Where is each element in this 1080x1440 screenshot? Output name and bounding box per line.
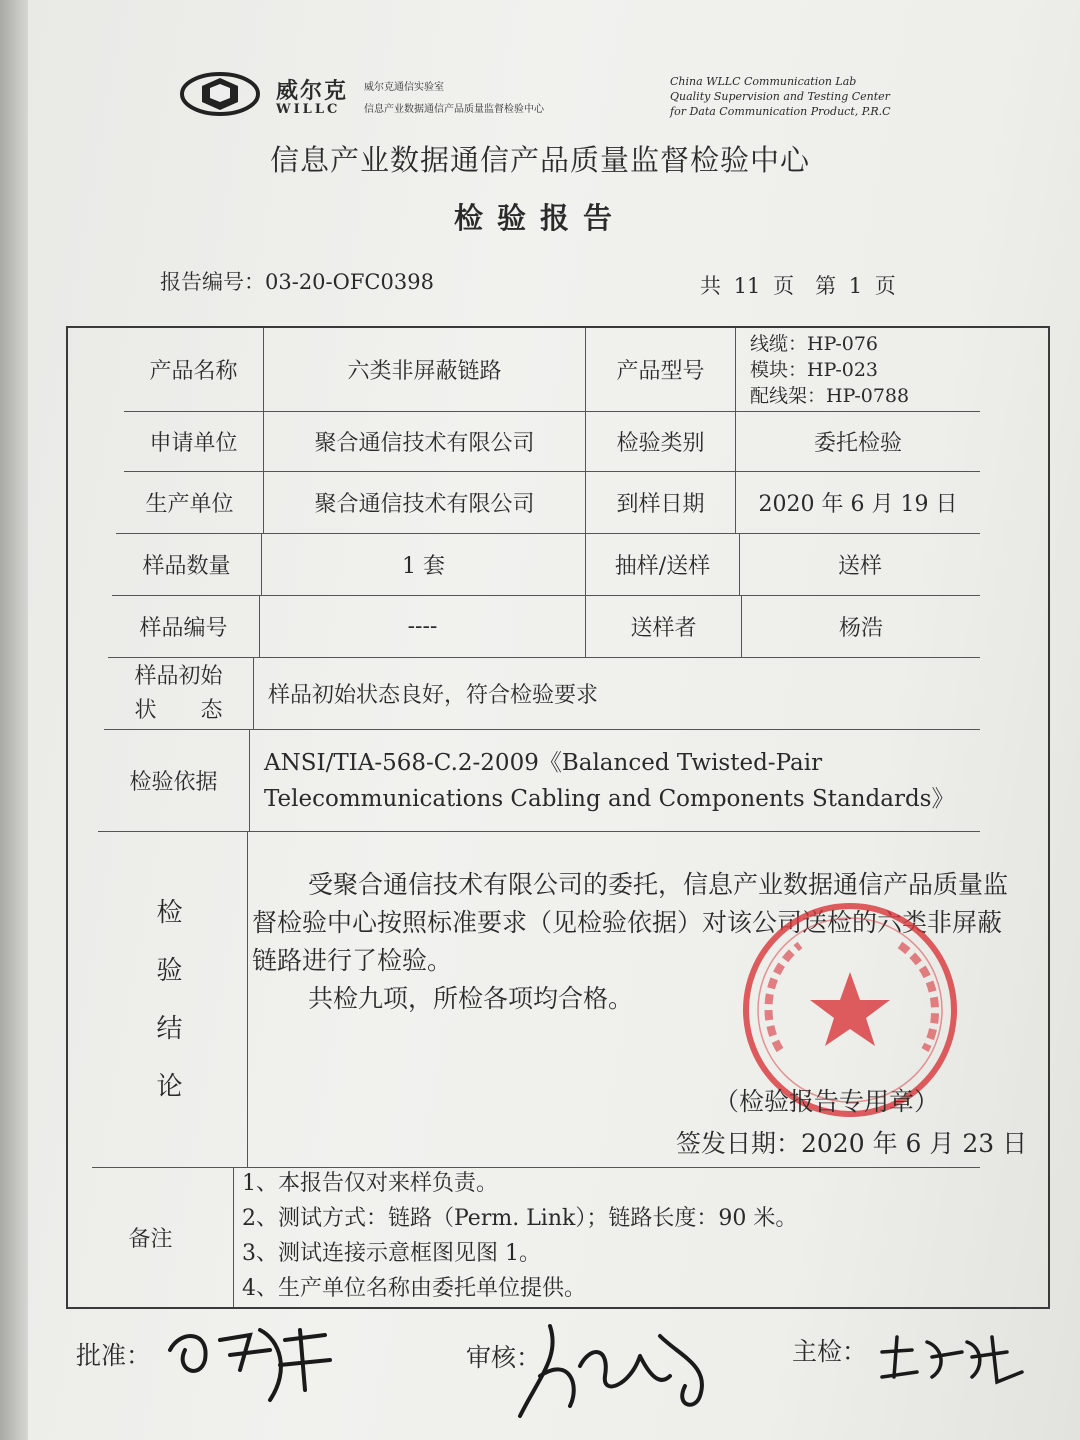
remarks-label: 备注: [68, 1168, 234, 1307]
remark-item: 2、测试方式：链路（Perm. Link）；链路长度：90 米。: [242, 1206, 798, 1231]
remark-item: 4、生产单位名称由委托单位提供。: [242, 1276, 586, 1301]
report-issuer-title: 信息产业数据通信产品质量监督检验中心: [269, 143, 810, 177]
letterhead: [180, 62, 900, 132]
sample-no-value: ----: [260, 596, 586, 658]
basis-value: ANSI/TIA-568-C.2-2009《Balanced Twisted-Pair Telecommunications Cabling and Components Standards》: [250, 730, 980, 832]
seal-label: （检验报告专用章）: [714, 1087, 940, 1116]
conclusion-paragraph-2: 共检九项，所检各项均合格。: [308, 984, 634, 1013]
product-name-value: 六类非屏蔽链路: [264, 328, 586, 412]
sampling-value: 送样: [740, 534, 980, 596]
manufacturer-value: 聚合通信技术有限公司: [264, 472, 586, 534]
conclusion-label: 检 验 结 论: [92, 832, 248, 1168]
applicant-label: 申请单位: [124, 412, 264, 472]
arrival-date-label: 到样日期: [586, 472, 736, 534]
remark-item: 3、测试连接示意框图见图 1。: [242, 1241, 541, 1266]
page-edge: [0, 0, 28, 1440]
report-title: 检验报告: [453, 201, 626, 235]
table-margin: [68, 328, 124, 412]
sender-value: 杨浩: [742, 596, 980, 658]
approver-signature-icon: [160, 1310, 340, 1410]
issue-date: 签发日期：2020 年 6 月 23 日: [676, 1129, 1028, 1158]
remark-item: 1、本报告仅对来样负责。: [242, 1171, 498, 1196]
reviewer-signature-icon: [510, 1316, 730, 1426]
review-label: 审核：: [466, 1343, 542, 1372]
manufacturer-label: 生产单位: [116, 472, 264, 534]
product-name-label: 产品名称: [124, 328, 264, 412]
basis-label: 检验依据: [98, 730, 250, 832]
inspection-type-value: 委托检验: [736, 412, 980, 472]
inspector-signature-icon: [872, 1322, 1032, 1392]
inspection-type-label: 检验类别: [586, 412, 736, 472]
conclusion-paragraph-1: 受聚合通信技术有限公司的委托，信息产业数据通信产品质量监督检验中心按照标准要求（见检验依据）对该公司送检的六类非屏蔽链路进行了检验。: [252, 870, 1009, 975]
model-label: 产品型号: [586, 328, 736, 412]
brand-name-en: WILLC: [276, 102, 341, 117]
sender-label: 送样者: [586, 596, 742, 658]
page-count: 共 11 页 第 1 页: [700, 274, 896, 298]
inspector-label: 主检：: [792, 1337, 868, 1366]
initial-state-label: 样品初始 状 态: [104, 658, 254, 730]
sample-qty-value: 1 套: [262, 534, 586, 596]
approve-label: 批准：: [76, 1341, 152, 1370]
arrival-date-value: 2020 年 6 月 19 日: [736, 472, 980, 534]
initial-state-value: 样品初始状态良好，符合检验要求: [254, 658, 980, 730]
report-table: [66, 326, 1050, 1309]
sample-no-label: 样品编号: [108, 596, 260, 658]
model-value: 线缆：HP-076 模块：HP-023 配线架：HP-0788: [736, 328, 980, 412]
lab-name-cn-1: 威尔克通信实验室: [364, 82, 444, 93]
report-number: 报告编号：03-20-OFC0398: [160, 270, 434, 294]
wllc-logo-icon: [180, 68, 260, 118]
sample-qty-label: 样品数量: [112, 534, 262, 596]
lab-name-cn-2: 信息产业数据通信产品质量监督检验中心: [364, 104, 544, 115]
lab-name-en: China WLLC Communication Lab Quality Supervision and Testing Center for Data Communication Product, P.R.C: [670, 75, 891, 118]
brand-name-cn: 威尔克: [276, 78, 349, 104]
applicant-value: 聚合通信技术有限公司: [264, 412, 586, 472]
sampling-label: 抽样/送样: [586, 534, 740, 596]
remarks-list: [242, 1166, 797, 1306]
